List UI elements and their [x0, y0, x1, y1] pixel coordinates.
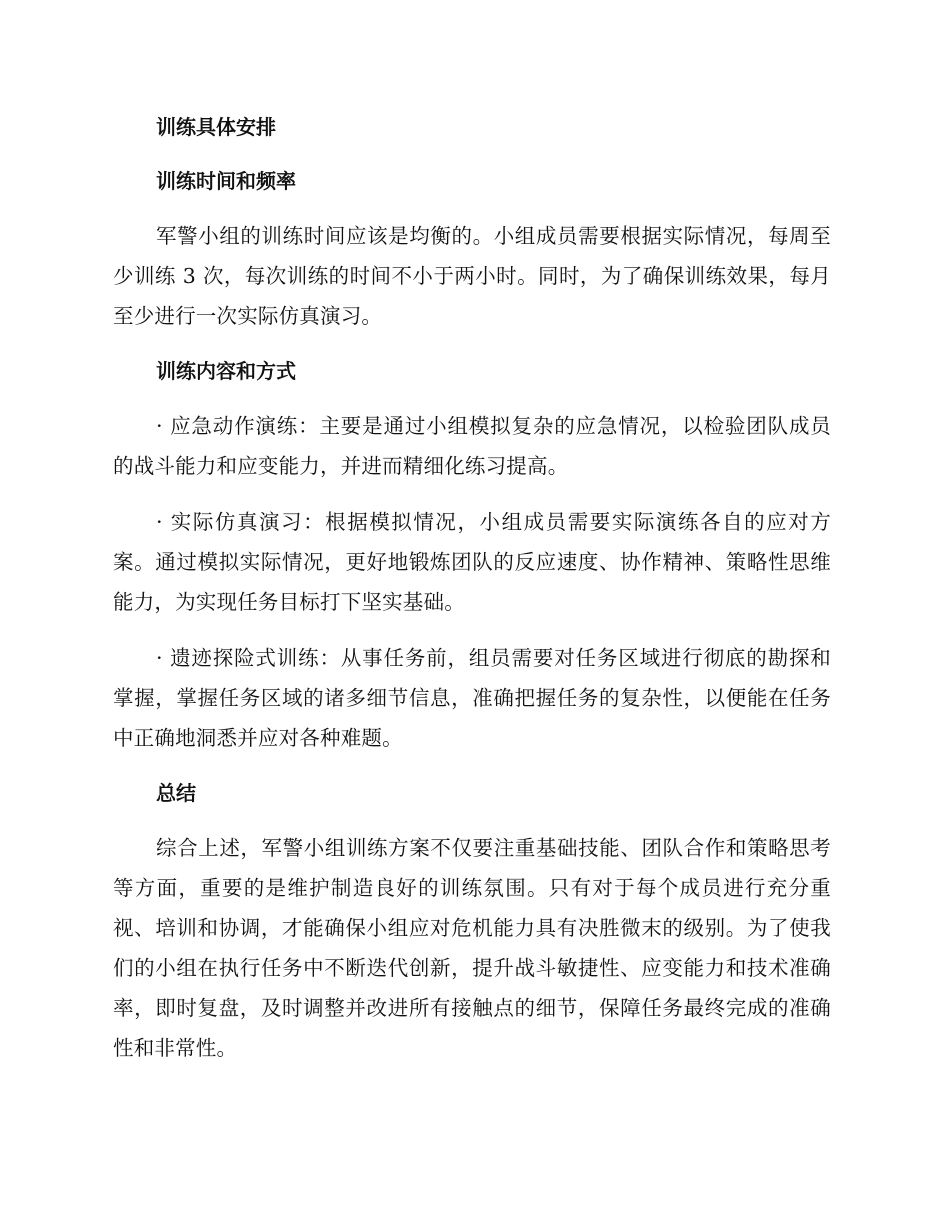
paragraph-simulation-exercise: · 实际仿真演习：根据模拟情况，小组成员需要实际演练各自的应对方案。通过模拟实际情况，更好地锻炼团队的反应速度、协作精神、策略性思维能力，为实现任务目标打下坚实基础。: [113, 510, 831, 614]
heading-training-time-frequency: 训练时间和频率: [156, 169, 296, 193]
paragraph-summary: 综合上述，军警小组训练方案不仅要注重基础技能、团队合作和策略思考等方面，重要的是维护制造良好的训练氛围。只有对于每个成员进行充分重视、培训和协调，才能确保小组应对危机能力具有决胜微末的级别。为了使我们的小组在执行任务中不断迭代创新，提升战斗敏捷性、应变能力和技术准确率，即时复盘，及时调整并改进所有接触点的细节，保障任务最终完成的准确性和非常性。: [113, 836, 831, 1060]
heading-training-arrangement: 训练具体安排: [156, 115, 276, 139]
paragraph-training-time: 军警小组的训练时间应该是均衡的。小组成员需要根据实际情况，每周至少训练 3 次，每次训练的时间不小于两小时。同时，为了确保训练效果，每月至少进行一次实际仿真演习。: [113, 224, 831, 328]
paragraph-site-exploration: · 遗迹探险式训练：从事任务前，组员需要对任务区域进行彻底的勘探和掌握，掌握任务区域的诸多细节信息，准确把握任务的复杂性，以便能在任务中正确地洞悉并应对各种难题。: [113, 646, 831, 750]
paragraph-emergency-drill: · 应急动作演练：主要是通过小组模拟复杂的应急情况，以检验团队成员的战斗能力和应变能力，并进而精细化练习提高。: [113, 414, 831, 478]
heading-training-content-methods: 训练内容和方式: [156, 359, 296, 383]
document-page: [113, 108, 831, 1084]
heading-summary: 总结: [156, 781, 196, 805]
